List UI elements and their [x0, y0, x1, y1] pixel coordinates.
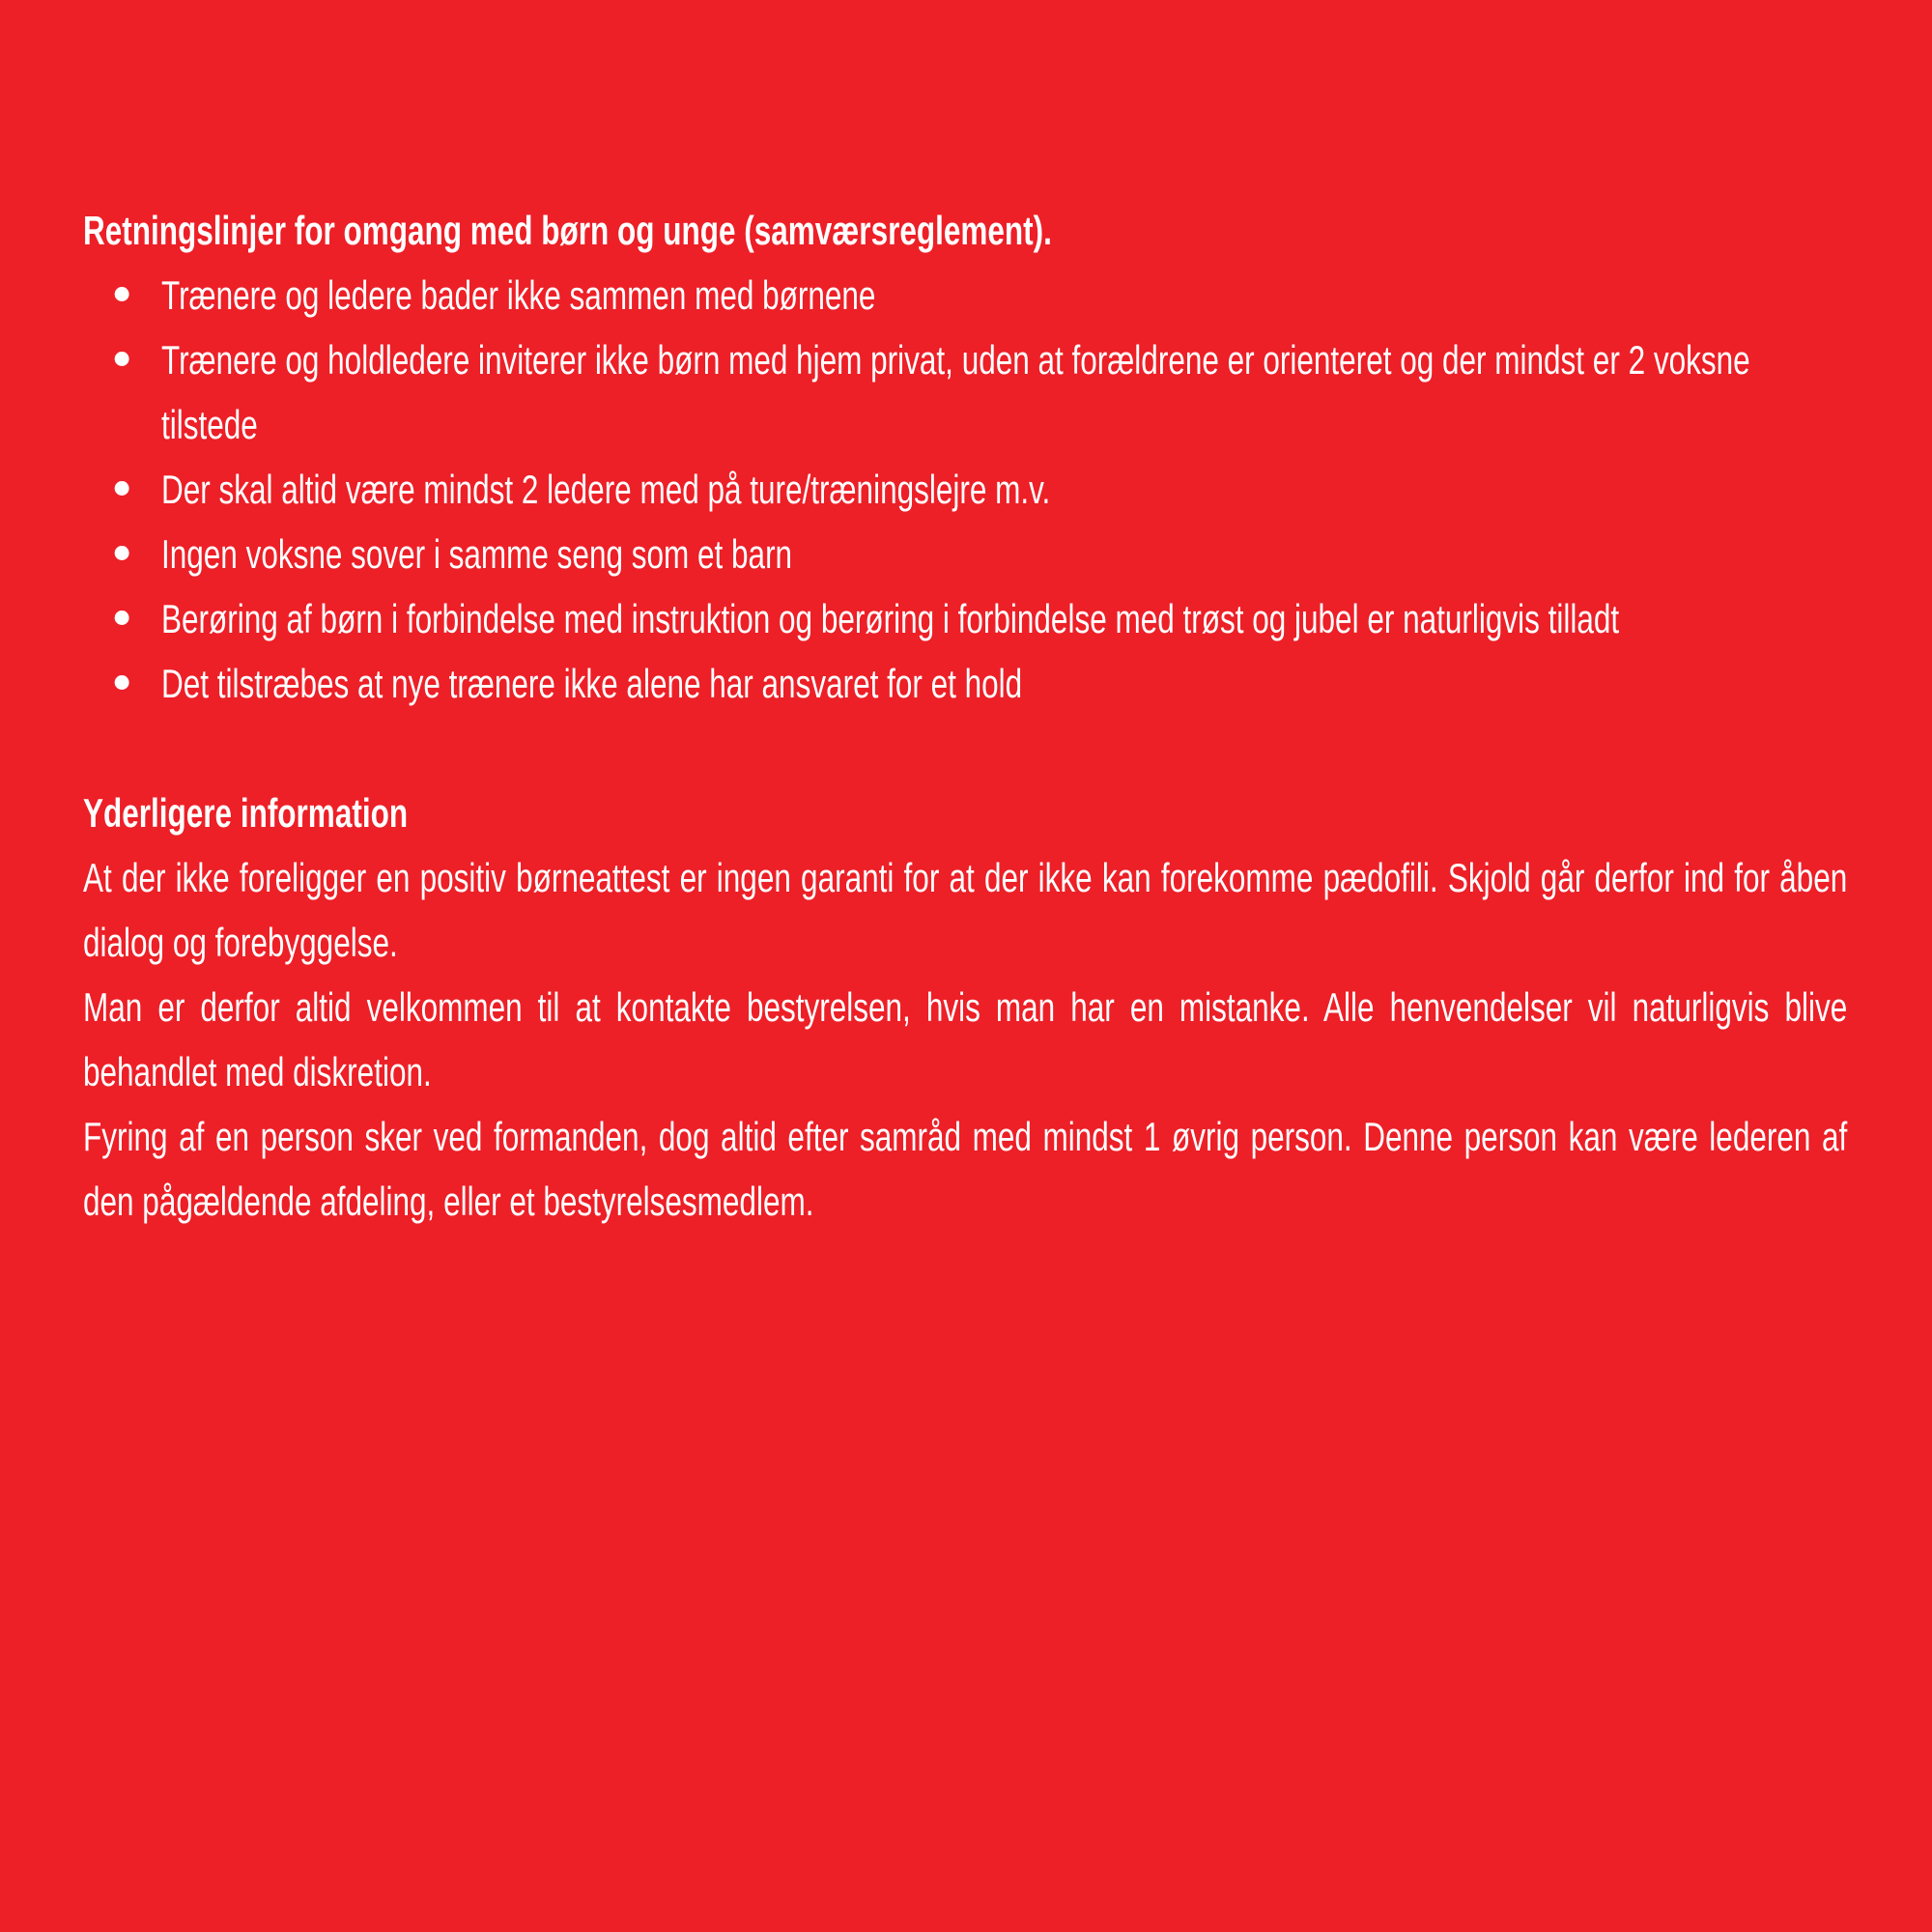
bullet-icon — [115, 287, 129, 301]
info-paragraph: Fyring af en person sker ved formanden, dog altid efter samråd med mindst 1 øvrig person. Denne person kan være lederen af den pågældende afdeling, eller et bestyrelsesmedlem. — [83, 1114, 1848, 1224]
bullet-icon — [115, 481, 129, 496]
info-heading: Yderligere information — [83, 790, 409, 836]
list-item — [161, 522, 1847, 586]
section-spacer — [83, 716, 1847, 781]
list-item-text: Ingen voksne sover i samme seng som et barn — [161, 531, 793, 577]
list-item — [161, 263, 1847, 327]
bullet-icon — [115, 611, 129, 625]
list-item — [161, 457, 1847, 522]
info-paragraph: Man er derfor altid velkommen til at kontakte bestyrelsen, hvis man har en mistanke. Alle henvendelser vil naturligvis blive behandlet med diskretion. — [83, 984, 1848, 1094]
info-paragraph: At der ikke foreligger en positiv børneattest er ingen garanti for at der ikke kan forekomme pædofili. Skjold går derfor ind for åben dialog og forebyggelse. — [83, 855, 1848, 965]
list-item — [161, 586, 1847, 651]
list-item — [161, 651, 1847, 716]
list-item — [161, 327, 1847, 457]
guidelines-list — [83, 263, 1847, 716]
bullet-icon — [115, 675, 129, 690]
list-item-text: Trænere og ledere bader ikke sammen med børnene — [161, 272, 876, 318]
document-page — [83, 198, 1847, 1234]
bullet-icon — [115, 352, 129, 366]
list-item-text: Der skal altid være mindst 2 ledere med på ture/træningslejre m.v. — [161, 467, 1051, 512]
list-item-text: Berøring af børn i forbindelse med instruktion og berøring i forbindelse med trøst og jubel er naturligvis tilladt — [161, 596, 1620, 641]
bullet-icon — [115, 546, 129, 560]
list-item-text: Trænere og holdledere inviterer ikke børn med hjem privat, uden at forældrene er orienteret og der mindst er 2 voksne tilstede — [161, 337, 1750, 447]
guidelines-heading: Retningslinjer for omgang med børn og unge (samværsreglement). — [83, 208, 1052, 253]
list-item-text: Det tilstræbes at nye trænere ikke alene har ansvaret for et hold — [161, 661, 1023, 706]
